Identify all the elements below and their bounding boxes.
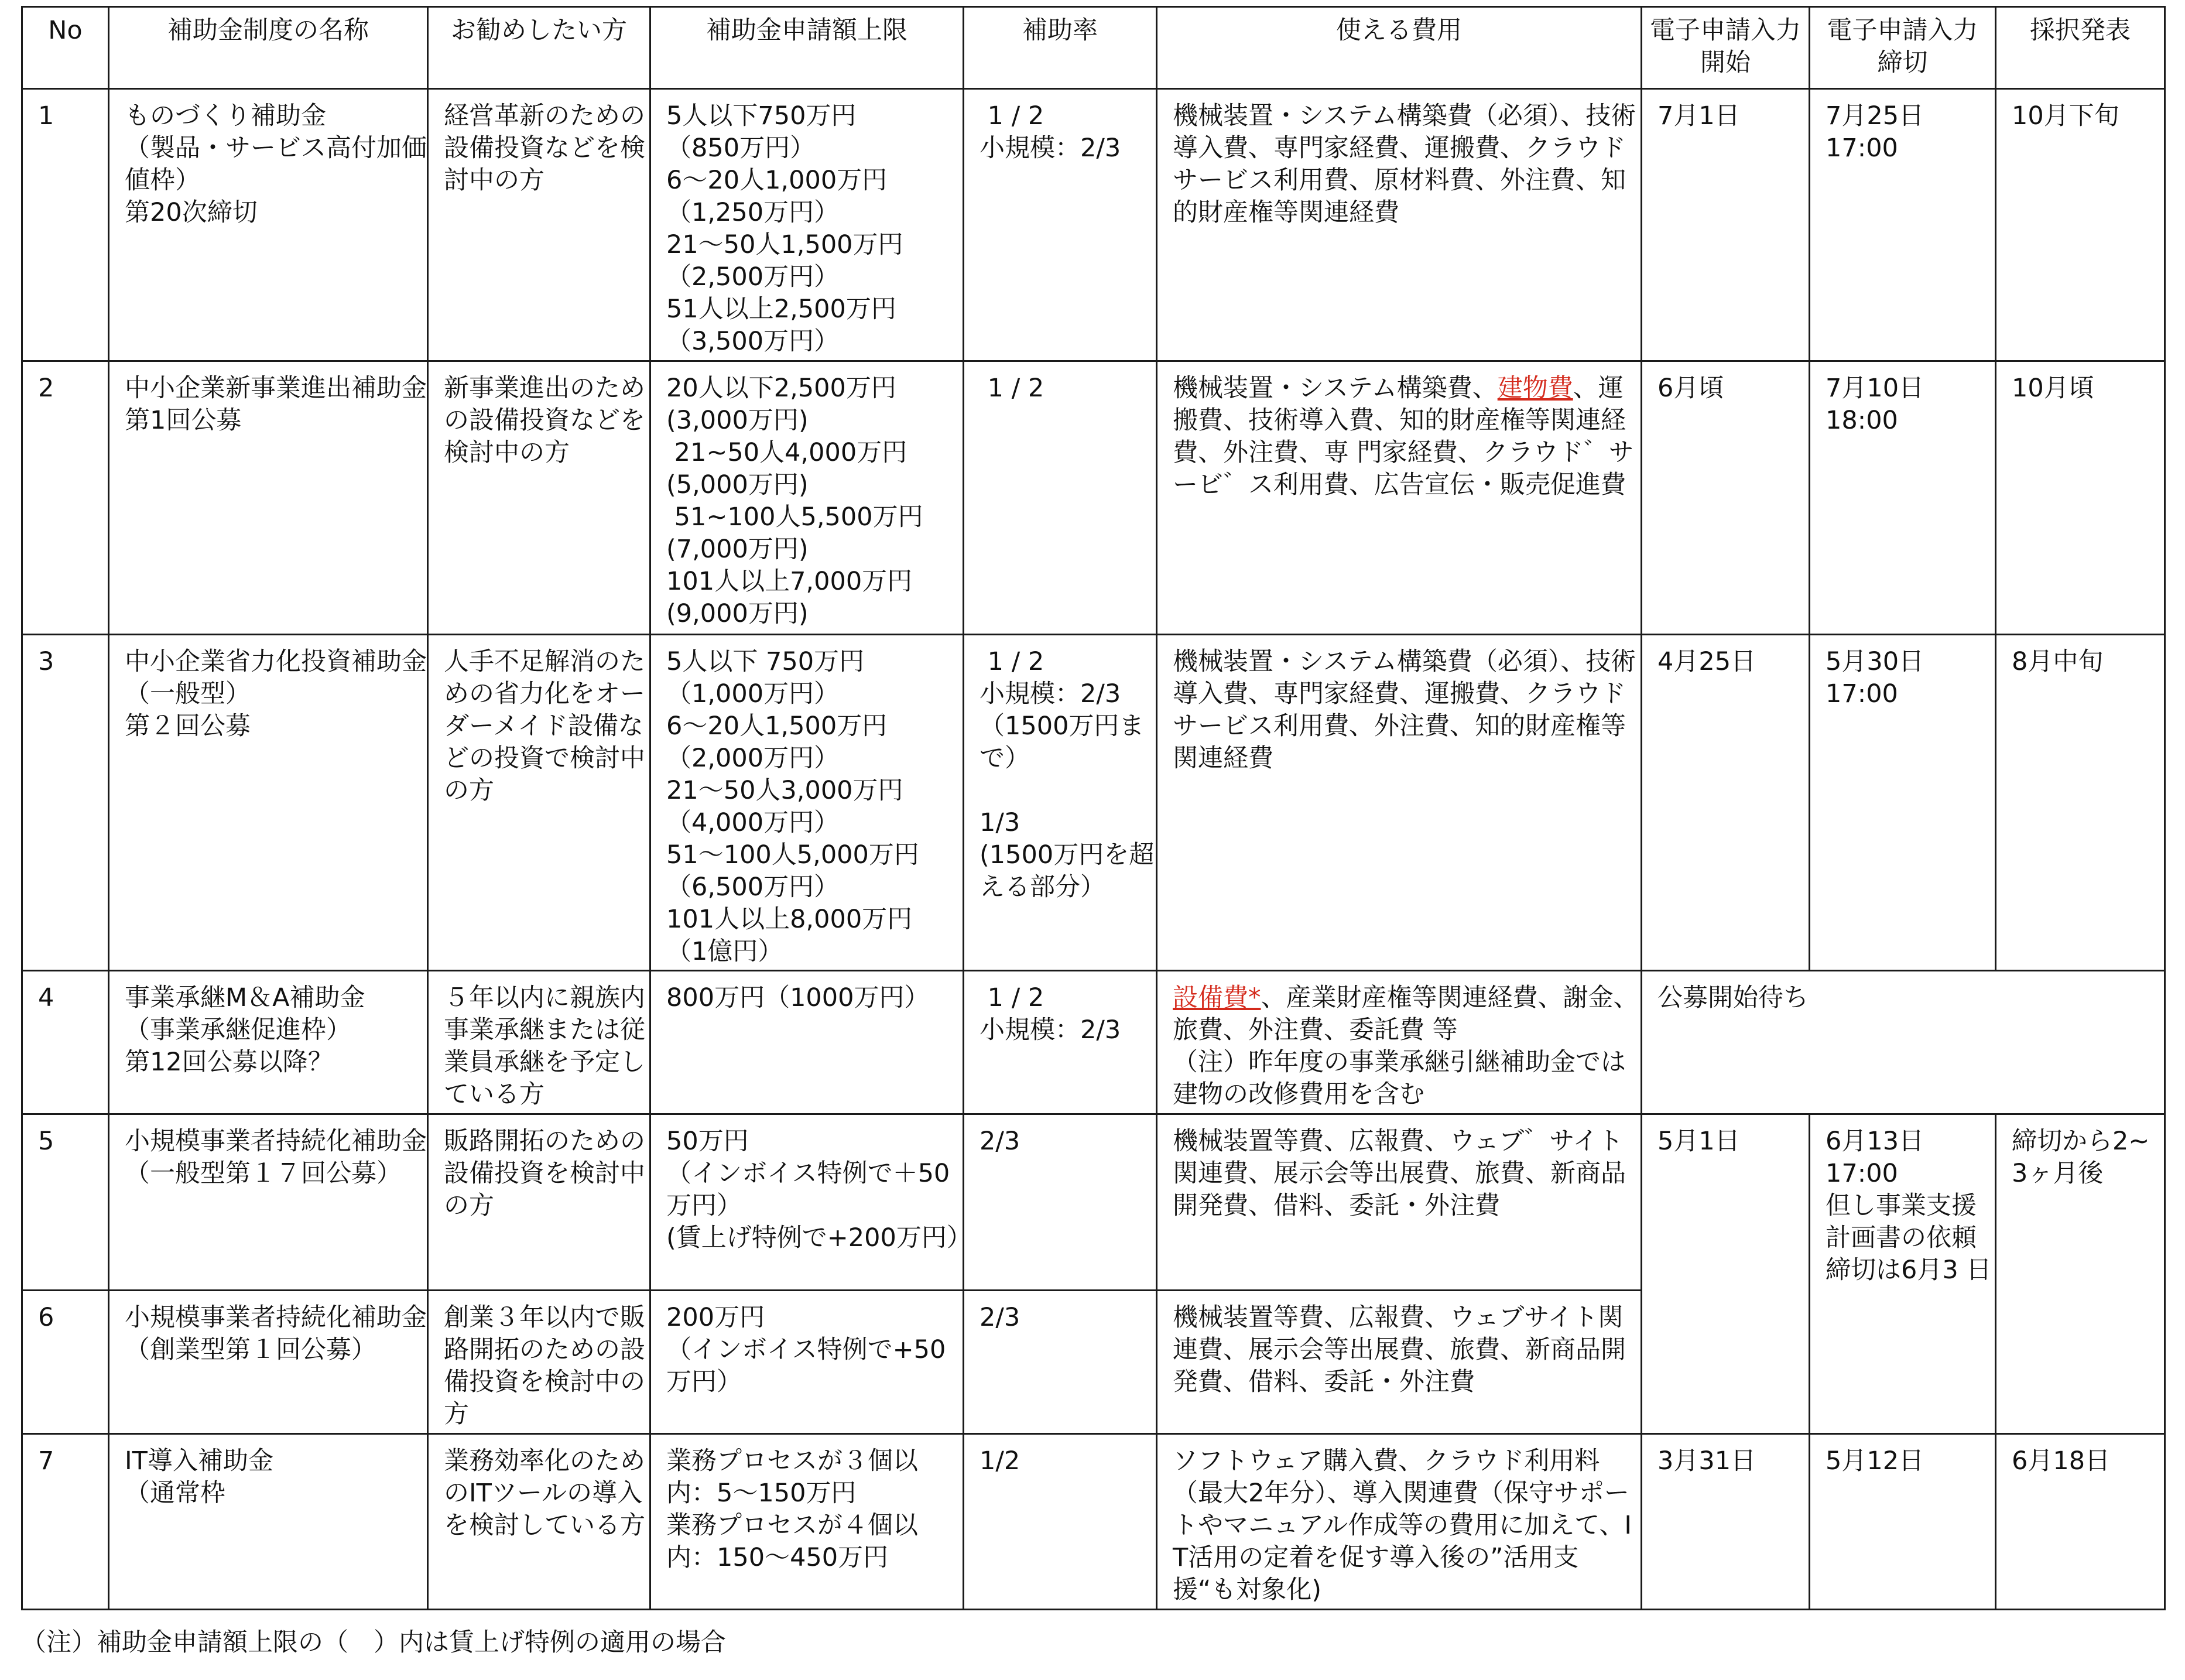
name-line: 第12回公募以降？ xyxy=(125,1048,333,1077)
name-line: 中小企業新事業進出補助金 xyxy=(125,374,427,403)
row-announce: 10月頃 xyxy=(1996,361,2165,635)
row-name xyxy=(109,635,428,971)
limit-line: 21〜50人3,000万円 xyxy=(666,776,903,805)
header-name: 補助金制度の名称 xyxy=(109,7,428,89)
limit-line: 200万円 xyxy=(666,1303,765,1332)
limit-line: (7,000万円) xyxy=(666,535,809,564)
row-name xyxy=(109,1114,428,1291)
header-row xyxy=(22,7,2165,89)
end-line: 17:00 xyxy=(1826,1159,1898,1188)
row-limit xyxy=(650,1114,972,1291)
limit-line: 51〜100人5,000万円 xyxy=(666,840,919,870)
limit-line: （インボイス特例で＋50万円） xyxy=(666,1159,950,1220)
name-line: 事業承継M＆A補助金 xyxy=(125,983,365,1012)
rate-line: (1500万円を超える部分） xyxy=(980,840,1155,902)
name-line: 小規模事業者持続化補助金 xyxy=(125,1303,427,1332)
name-line: （事業承継促進枠） xyxy=(125,1015,351,1045)
table-row xyxy=(22,1114,2165,1291)
limit-line: 101人以上8,000万円 xyxy=(666,905,913,934)
limit-line: （1,250万円） xyxy=(666,198,840,227)
rate-line: 1 / 2 xyxy=(980,374,1044,403)
name-line: 第２回公募 xyxy=(125,711,251,741)
row-name xyxy=(109,1434,428,1610)
header-announce: 採択発表 xyxy=(1996,7,2165,89)
limit-line: （6,500万円） xyxy=(666,872,840,902)
row-name xyxy=(109,361,428,635)
name-line: （製品・サービス高付加価値枠） xyxy=(125,134,427,195)
limit-line: 5人以下 750万円 xyxy=(666,647,865,676)
costs-text: 機械装置・システム構築費（必須）、技術導入費、専門家経費、運搬費、クラウドサービス利用費、外注費、知的財産権等関連経費 xyxy=(1173,647,1636,773)
limit-line: （3,500万円） xyxy=(666,327,840,356)
rate-line: 2/3 xyxy=(980,1303,1020,1332)
row-announce: 10月下旬 xyxy=(1996,89,2165,361)
row-limit xyxy=(650,361,964,635)
row-rate xyxy=(964,1434,1157,1610)
row-name xyxy=(109,89,428,361)
row-limit xyxy=(650,635,964,971)
name-line: （創業型第１回公募） xyxy=(125,1335,376,1364)
row-end xyxy=(1810,1114,1996,1434)
limit-line: （2,500万円） xyxy=(666,262,840,292)
row-rate xyxy=(964,1291,1157,1434)
row-rate xyxy=(964,361,1157,635)
rate-line: 小規模：2/3 xyxy=(980,1015,1121,1045)
limit-line: 800万円（1000万円） xyxy=(666,983,930,1012)
name-line: （一般型第１７回公募） xyxy=(125,1159,402,1188)
header-end: 電子申請入力締切 xyxy=(1810,7,1996,89)
row-recommend: 販路開拓のための設備投資を検討中の方 xyxy=(428,1114,650,1291)
header-no: No xyxy=(22,7,109,89)
costs-text: 機械装置等費、広報費、ウェブサイト関連費、展示会等出展費、旅費、新商品開発費、借料、委託・外注費 xyxy=(1173,1303,1626,1397)
row-costs xyxy=(1157,361,1642,635)
row-costs xyxy=(1157,635,1642,971)
limit-line: (3,000万円) xyxy=(666,406,809,435)
row-recommend: 経営革新のための設備投資などを検討中の方 xyxy=(428,89,650,361)
row-start: 4月25日 xyxy=(1642,635,1810,971)
row-no: 1 xyxy=(22,89,109,361)
row-costs xyxy=(1157,1114,1642,1291)
row-recommend: ５年以内に親族内事業承継または従業員承継を予定している方 xyxy=(428,971,650,1114)
end-line: 7月25日 xyxy=(1826,101,1924,131)
row-no: 5 xyxy=(22,1114,109,1291)
limit-line: （2,000万円） xyxy=(666,744,840,773)
row-recommend: 新事業進出のための設備投資などを検討中の方 xyxy=(428,361,650,635)
limit-line: 5人以下750万円 xyxy=(666,101,857,131)
name-line: 小規模事業者持続化補助金 xyxy=(125,1127,427,1156)
rate-line: 1 / 2 xyxy=(980,647,1044,676)
row-costs xyxy=(1157,89,1642,361)
row-costs xyxy=(1157,1434,1642,1610)
name-line: 第20次締切 xyxy=(125,198,258,227)
name-line: （通常枠 xyxy=(125,1479,225,1508)
limit-line: 21~50人4,000万円 xyxy=(666,438,907,467)
row-limit xyxy=(650,1291,964,1434)
subsidy-table xyxy=(21,6,2166,1610)
header-limit: 補助金申請額上限 xyxy=(650,7,964,89)
limit-line: 6〜20人1,500万円 xyxy=(666,711,888,741)
limit-line: 101人以上7,000万円 xyxy=(666,567,913,596)
row-name xyxy=(109,1291,428,1434)
header-rate: 補助率 xyxy=(964,7,1157,89)
rate-line: 小規模：2/3 xyxy=(980,134,1121,163)
end-line: 6月13日 xyxy=(1826,1127,1924,1156)
limit-line: 51人以上2,500万円 xyxy=(666,295,896,324)
row-end xyxy=(1810,89,1996,361)
row-name xyxy=(109,971,428,1114)
row-end xyxy=(1810,635,1996,971)
rate-line: 1 / 2 xyxy=(980,983,1044,1012)
row-start: 6月頃 xyxy=(1642,361,1810,635)
row-recommend: 業務効率化のためのITツールの導入を検討している方 xyxy=(428,1434,650,1610)
rate-line: 1 / 2 xyxy=(980,101,1044,131)
row-announce: 締切から2~3ヶ月後 xyxy=(1996,1114,2165,1434)
row-costs xyxy=(1157,971,1642,1114)
row-limit xyxy=(650,1434,964,1610)
row-no: 7 xyxy=(22,1434,109,1610)
row-no: 2 xyxy=(22,361,109,635)
name-line: IT導入補助金 xyxy=(125,1446,273,1476)
row-limit xyxy=(650,89,964,361)
row-end xyxy=(1810,1434,1996,1610)
merged-status-cell: 公募開始待ち xyxy=(1642,971,2165,1114)
row-recommend: 創業３年以内で販路開拓のための設備投資を検討中の方 xyxy=(428,1291,650,1434)
rate-line xyxy=(980,775,1156,807)
limit-line: （1,000万円） xyxy=(666,679,840,709)
row-rate xyxy=(964,89,1157,361)
limit-line: 21〜50人1,500万円 xyxy=(666,230,903,259)
end-line: 7月10日 xyxy=(1826,374,1924,403)
limit-line: （インボイス特例で+50万円） xyxy=(666,1335,946,1397)
rate-line: 2/3 xyxy=(980,1127,1020,1156)
costs-text: 、運搬費、技術導入費、知的財産権等関連経費、外注費、専 門家経費、クラウド゛サービ゛ス利用費、広告宣伝・販売促進費 xyxy=(1173,374,1634,499)
footnote: （注）補助金申請額上限の（ ）内は賃上げ特例の適用の場合 xyxy=(21,1628,726,1657)
costs-highlight: 建物費 xyxy=(1497,374,1573,403)
end-line: 5月12日 xyxy=(1826,1446,1924,1476)
header-costs: 使える費用 xyxy=(1157,7,1642,89)
end-line: 18:00 xyxy=(1826,406,1898,435)
row-start: 7月1日 xyxy=(1642,89,1810,361)
end-line: 17:00 xyxy=(1826,134,1898,163)
end-line: 但し事業支援計画書の依頼締切は6月3 日 xyxy=(1826,1191,1992,1285)
costs-text-pre: 機械装置・システム構築費、 xyxy=(1173,374,1498,403)
limit-line: 6〜20人1,000万円 xyxy=(666,166,888,195)
row-recommend: 人手不足解消のための省力化をオーダーメイド設備などの投資で検討中の方 xyxy=(428,635,650,971)
costs-highlight: 設備費* xyxy=(1173,983,1261,1012)
row-end xyxy=(1810,361,1996,635)
row-rate xyxy=(964,971,1157,1114)
rate-line: 1/2 xyxy=(980,1446,1020,1476)
rate-line: （1500万円まで） xyxy=(980,711,1145,773)
table-row xyxy=(22,635,2165,971)
limit-line: 50万円 xyxy=(666,1127,749,1156)
name-line: 第1回公募 xyxy=(125,406,242,435)
row-limit xyxy=(650,971,964,1114)
limit-line: 51~100人5,500万円 xyxy=(666,502,923,532)
end-line: 17:00 xyxy=(1826,679,1898,709)
costs-text: 、産業財産権等関連経費、謝金、旅費、外注費、委託費 等 （注）昨年度の事業承継引継補助金では建物の改修費用を含む xyxy=(1173,983,1639,1109)
table-row xyxy=(22,89,2165,361)
row-no: 4 xyxy=(22,971,109,1114)
row-rate xyxy=(964,635,1157,971)
limit-line: （4,000万円） xyxy=(666,808,840,837)
rate-line: 1/3 xyxy=(980,808,1020,837)
table-row xyxy=(22,361,2165,635)
row-costs xyxy=(1157,1291,1642,1434)
limit-line: (5,000万円) xyxy=(666,470,809,499)
header-recommend: お勧めしたい方 xyxy=(428,7,650,89)
name-line: ものづくり補助金 xyxy=(125,101,326,131)
row-rate xyxy=(964,1114,1157,1291)
row-start: 5月1日 xyxy=(1642,1114,1810,1434)
limit-line: (9,000万円) xyxy=(666,599,809,628)
name-line: 中小企業省力化投資補助金（一般型） xyxy=(125,647,427,709)
costs-text: 機械装置・システム構築費（必須）、技術導入費、専門家経費、運搬費、クラウドサービス利用費、原材料費、外注費、知的財産権等関連経費 xyxy=(1173,101,1636,227)
limit-line: 20人以下2,500万円 xyxy=(666,374,896,403)
row-no: 6 xyxy=(22,1291,109,1434)
row-announce: 8月中旬 xyxy=(1996,635,2165,971)
limit-line: 業務プロセスが４個以内：150〜450万円 xyxy=(666,1511,918,1572)
rate-line: 小規模：2/3 xyxy=(980,679,1121,709)
table-row xyxy=(22,971,2165,1114)
row-start: 3月31日 xyxy=(1642,1434,1810,1610)
costs-text: 機械装置等費、広報費、ウェブ゛サイト関連費、展示会等出展費、旅費、新商品開発費、借料、委託・外注費 xyxy=(1173,1127,1626,1220)
end-line: 5月30日 xyxy=(1826,647,1924,676)
limit-line: (賃上げ特例で+200万円） xyxy=(666,1223,972,1253)
limit-line: （850万円） xyxy=(666,134,816,163)
limit-line: （1億円） xyxy=(666,937,783,966)
limit-line: 業務プロセスが３個以内：5〜150万円 xyxy=(666,1446,918,1508)
header-start: 電子申請入力開始 xyxy=(1642,7,1810,89)
table-row xyxy=(22,1434,2165,1610)
row-no: 3 xyxy=(22,635,109,971)
row-announce: 6月18日 xyxy=(1996,1434,2165,1610)
costs-text: ソフトウェア購入費、クラウド利用料（最大2年分）、導入関連費（保守サポートやマニュアル作成等の費用に加えて、IT活用の定着を促す導入後の”活用支援“も対象化) xyxy=(1173,1446,1632,1604)
